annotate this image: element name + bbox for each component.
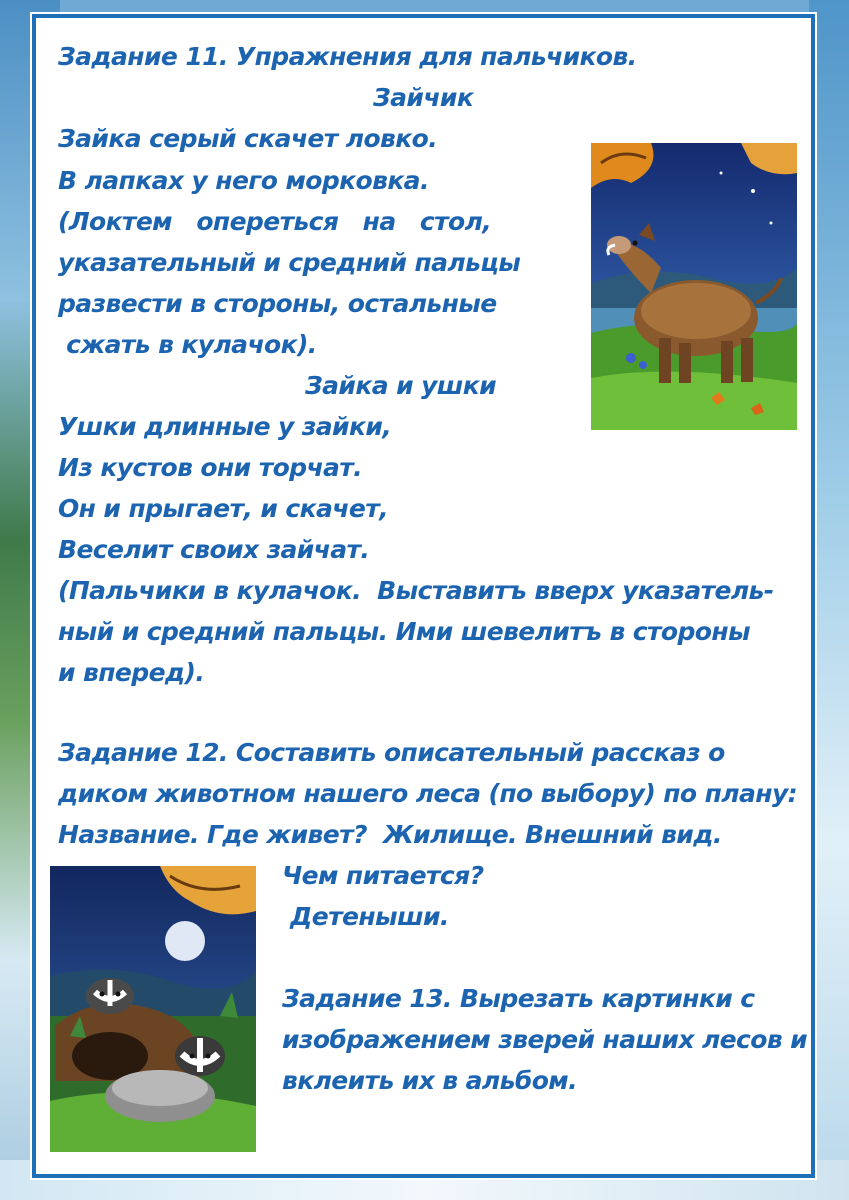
poem-1-line: сжать в кулачок). — [58, 330, 317, 359]
poem-1-line: развести в стороны, остальные — [58, 289, 497, 318]
poem-2-title: Зайка и ушки — [305, 371, 497, 400]
poem-2-line: (Пальчики в кулачок. Выставитъ вверх указатель- — [58, 576, 774, 605]
task-12-line: Название. Где живет? Жилище. Внешний вид. — [58, 820, 722, 849]
task-12-line: Задание 12. Составить описательный рассказ о — [58, 738, 725, 767]
task-11-heading: Задание 11. Упражнения для пальчиков. — [58, 42, 637, 71]
poem-1-line: Зайка серый скачет ловко. — [58, 124, 438, 153]
task-12-line: диком животном нашего леса (по выбору) по плану: — [58, 779, 798, 808]
poem-2-line: Ушки длинные у зайки, — [58, 412, 392, 441]
task-13-line: изображением зверей наших лесов и — [282, 1025, 808, 1054]
poem-2-line: Он и прыгает, и скачет, — [58, 494, 388, 523]
task-13-line: Задание 13. Вырезать картинки с — [282, 984, 755, 1013]
poem-2-line: и вперед). — [58, 658, 205, 687]
boar-illustration — [591, 143, 797, 430]
task-13-line: вклеить их в альбом. — [282, 1066, 577, 1095]
poem-1-title: Зайчик — [373, 83, 474, 112]
poem-2-line: Из кустов они торчат. — [58, 453, 363, 482]
poem-1-line: указательный и средний пальцы — [58, 248, 521, 277]
badger-illustration — [50, 866, 256, 1152]
task-12-plan-item: Детеныши. — [282, 902, 449, 931]
background-right-winter-sky — [809, 0, 849, 1200]
poem-2-line: ный и средний пальцы. Ими шевелитъ в стороны — [58, 617, 751, 646]
poem-1-line: (Локтем опереться на стол, — [58, 207, 492, 236]
poem-1-line: В лапках у него морковка. — [58, 166, 429, 195]
poem-2-line: Веселит своих зайчат. — [58, 535, 370, 564]
task-12-plan-item: Чем питается? — [282, 861, 484, 890]
